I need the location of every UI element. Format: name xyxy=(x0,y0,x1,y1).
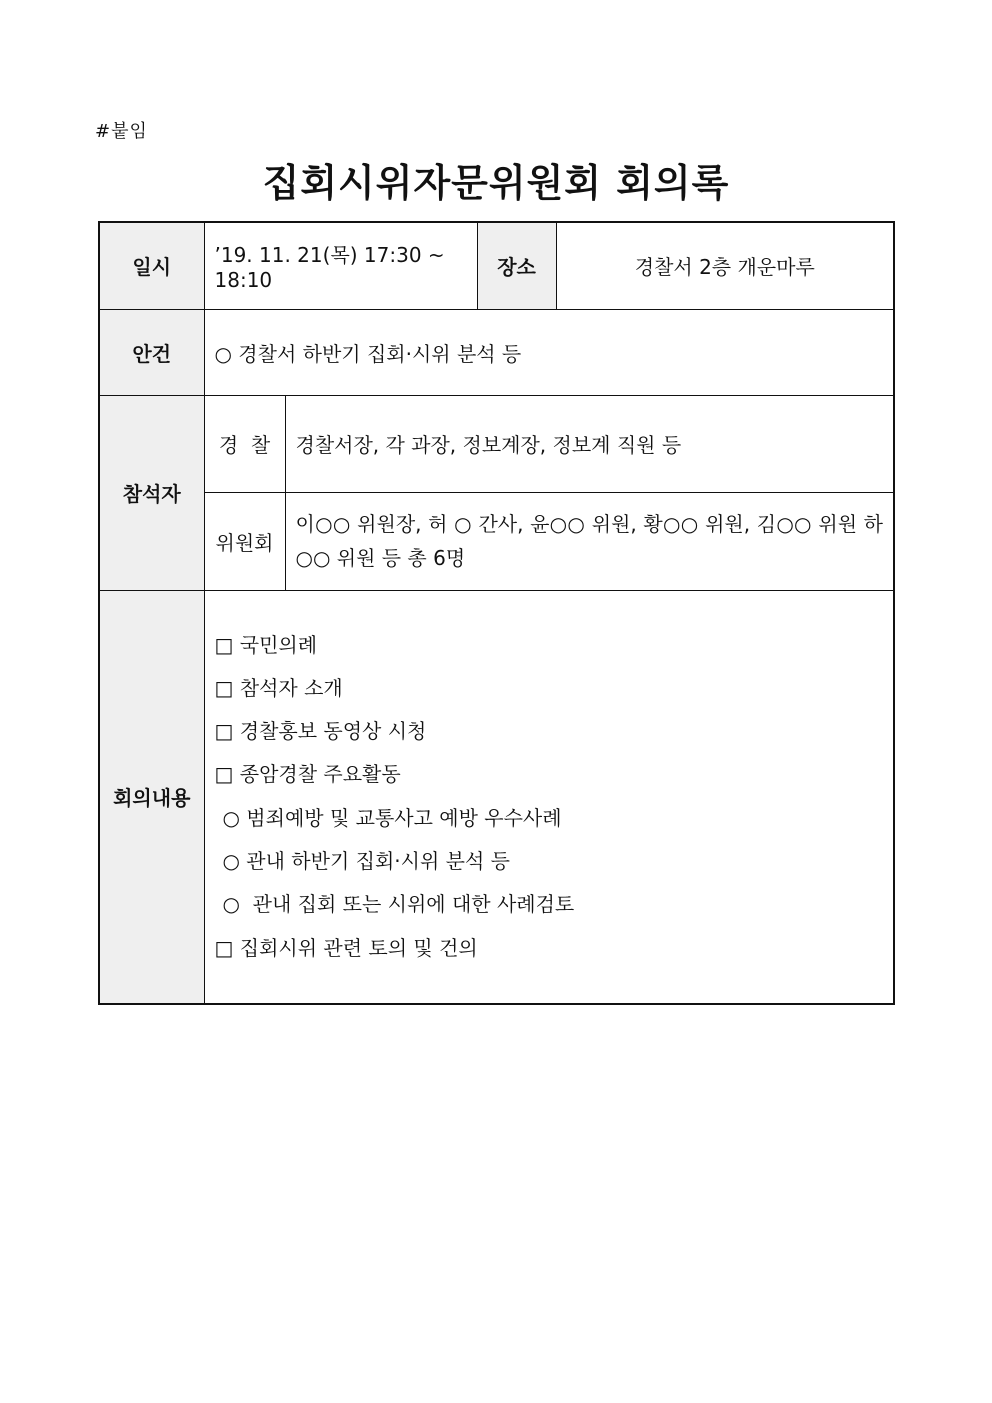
content-item: □ 참석자 소개 xyxy=(214,675,343,700)
agenda-value: ○ 경찰서 하반기 집회·시위 분석 등 xyxy=(204,309,894,395)
document-title: 집회시위자문위원회 회의록 xyxy=(262,161,730,205)
meeting-content-row xyxy=(99,590,894,1004)
committee-label: 위원회 xyxy=(204,492,285,590)
attendees-label: 참석자 xyxy=(99,395,204,590)
minutes-table xyxy=(98,221,895,1005)
attachment-label: #붙임 xyxy=(95,121,148,142)
meeting-content-label: 회의내용 xyxy=(99,590,204,1004)
place-value: 경찰서 2층 개운마루 xyxy=(556,222,894,309)
content-subitem: ○ 관내 하반기 집회·시위 분석 등 xyxy=(222,849,510,874)
police-label: 경 찰 xyxy=(204,395,285,492)
meeting-content xyxy=(204,590,894,1004)
content-subitem: ○ 범죄예방 및 교통사고 예방 우수사례 xyxy=(222,805,562,830)
agenda-label: 안건 xyxy=(99,309,204,395)
content-subitem: ○ 관내 집회 또는 시위에 대한 사례검토 xyxy=(222,892,575,917)
attendees-committee-row xyxy=(99,492,894,590)
police-attendees: 경찰서장, 각 과장, 정보계장, 정보계 직원 등 xyxy=(285,395,894,492)
date-label: 일시 xyxy=(99,222,204,309)
attendees-police-row xyxy=(99,395,894,492)
date-value: ’19. 11. 21(목) 17:30 ~ 18:10 xyxy=(204,222,477,309)
content-item: □ 집회시위 관련 토의 및 건의 xyxy=(214,935,478,960)
committee-attendees: 이○○ 위원장, 허 ○ 간사, 윤○○ 위원, 황○○ 위원, 김○○ 위원 하○○ 위원 등 총 6명 xyxy=(285,492,894,590)
agenda-row xyxy=(99,309,894,395)
content-item: □ 국민의례 xyxy=(214,632,318,657)
date-row xyxy=(99,222,894,309)
place-label: 장소 xyxy=(477,222,556,309)
content-item: □ 경찰홍보 동영상 시청 xyxy=(214,719,427,744)
content-item: □ 종암경찰 주요활동 xyxy=(214,762,401,787)
